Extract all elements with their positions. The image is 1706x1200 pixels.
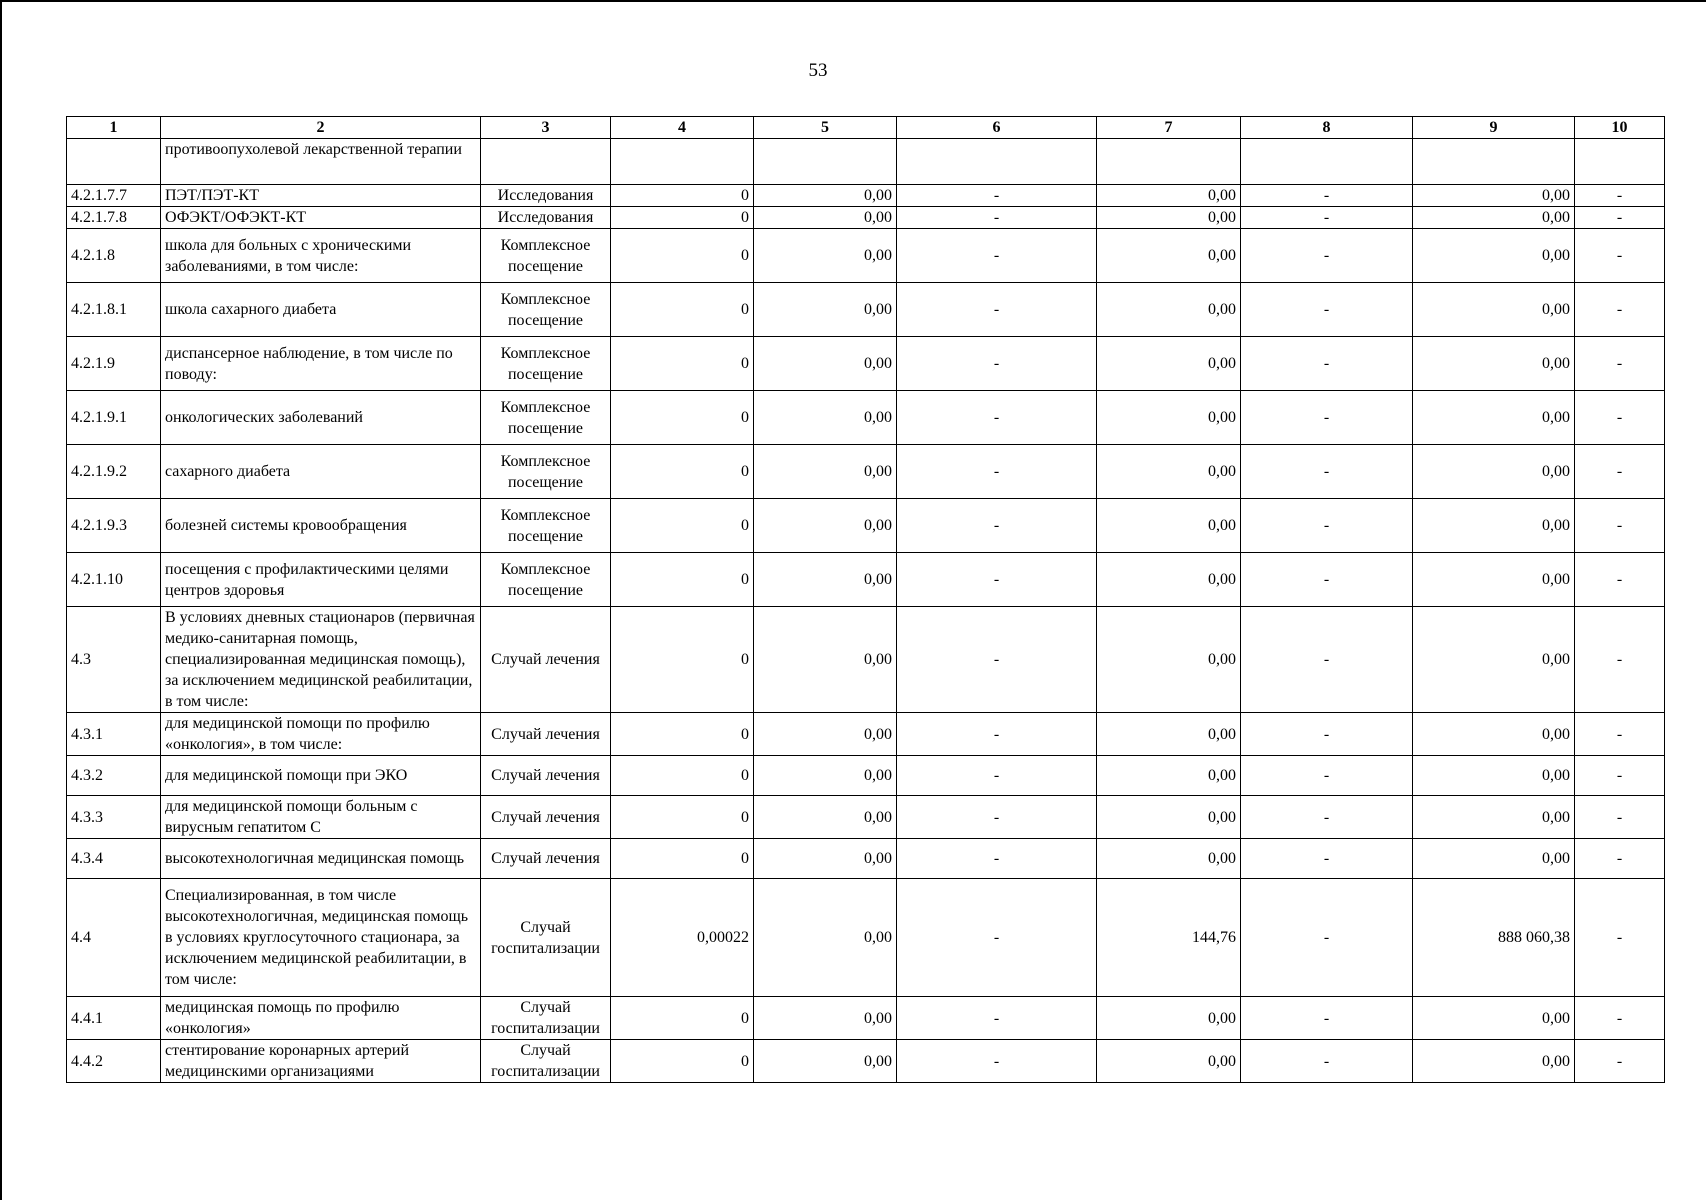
- row-name: онкологических заболеваний: [161, 391, 481, 445]
- cell-col-5: 0,00: [754, 229, 897, 283]
- row-unit: Комплексное посещение: [481, 553, 611, 607]
- cell-col-10: -: [1575, 445, 1665, 499]
- cell-col-6: -: [897, 756, 1097, 796]
- row-name: для медицинской помощи по профилю «онкология», в том числе:: [161, 713, 481, 756]
- cell-col-10: -: [1575, 839, 1665, 879]
- row-unit: Комплексное посещение: [481, 229, 611, 283]
- cell-col-6: -: [897, 391, 1097, 445]
- cell-col-8: -: [1241, 713, 1413, 756]
- table-row: [67, 207, 1665, 229]
- cell-col-6: -: [897, 879, 1097, 997]
- cell-col-4: 0: [611, 499, 754, 553]
- cell-col-9: 0,00: [1413, 713, 1575, 756]
- cell-col-10: -: [1575, 796, 1665, 839]
- cell-col-9: 0,00: [1413, 607, 1575, 713]
- row-code: 4.2.1.9.3: [67, 499, 161, 553]
- cell-col-7: 0,00: [1097, 229, 1241, 283]
- table-row: [67, 1040, 1665, 1083]
- column-header-10: 10: [1575, 117, 1665, 139]
- row-unit: Комплексное посещение: [481, 283, 611, 337]
- cell-col-5: 0,00: [754, 879, 897, 997]
- cell-col-9: 0,00: [1413, 283, 1575, 337]
- cell-col-6: -: [897, 445, 1097, 499]
- cell-col-7: 0,00: [1097, 1040, 1241, 1083]
- cell-col-7: 0,00: [1097, 207, 1241, 229]
- row-code: 4.2.1.8.1: [67, 283, 161, 337]
- row-unit: Случай лечения: [481, 839, 611, 879]
- table-row: [67, 283, 1665, 337]
- cell-col-4: 0: [611, 796, 754, 839]
- row-name: высокотехнологичная медицинская помощь: [161, 839, 481, 879]
- row-unit: Комплексное посещение: [481, 445, 611, 499]
- cell-col-4: 0: [611, 713, 754, 756]
- cell-col-9: 0,00: [1413, 997, 1575, 1040]
- cell-col-9: 0,00: [1413, 229, 1575, 283]
- cell-col-4: 0: [611, 207, 754, 229]
- cell-col-8: -: [1241, 445, 1413, 499]
- row-code: 4.4.1: [67, 997, 161, 1040]
- cell-col-4: [611, 139, 754, 185]
- cell-col-6: -: [897, 997, 1097, 1040]
- cell-col-8: -: [1241, 997, 1413, 1040]
- row-code: 4.2.1.7.7: [67, 185, 161, 207]
- cell-col-6: -: [897, 337, 1097, 391]
- cell-col-7: [1097, 139, 1241, 185]
- cell-col-10: -: [1575, 229, 1665, 283]
- table-row: [67, 229, 1665, 283]
- row-unit: [481, 139, 611, 185]
- cell-col-10: [1575, 139, 1665, 185]
- cell-col-8: -: [1241, 756, 1413, 796]
- cell-col-7: 0,00: [1097, 337, 1241, 391]
- cell-col-7: 0,00: [1097, 796, 1241, 839]
- cell-col-7: 0,00: [1097, 713, 1241, 756]
- cell-col-10: -: [1575, 607, 1665, 713]
- column-header-9: 9: [1413, 117, 1575, 139]
- cell-col-7: 0,00: [1097, 283, 1241, 337]
- cell-col-7: 0,00: [1097, 499, 1241, 553]
- row-code: 4.2.1.9.1: [67, 391, 161, 445]
- cell-col-9: 0,00: [1413, 839, 1575, 879]
- cell-col-10: -: [1575, 185, 1665, 207]
- row-code: 4.3.1: [67, 713, 161, 756]
- row-name: для медицинской помощи при ЭКО: [161, 756, 481, 796]
- row-unit: Случай госпитализации: [481, 879, 611, 997]
- row-code: 4.4: [67, 879, 161, 997]
- row-unit: Случай госпитализации: [481, 1040, 611, 1083]
- cell-col-9: 0,00: [1413, 499, 1575, 553]
- table-row: [67, 139, 1665, 185]
- cell-col-8: -: [1241, 207, 1413, 229]
- cell-col-5: 0,00: [754, 796, 897, 839]
- cell-col-7: 0,00: [1097, 756, 1241, 796]
- cell-col-6: -: [897, 229, 1097, 283]
- row-unit: Исследования: [481, 185, 611, 207]
- cell-col-9: 0,00: [1413, 337, 1575, 391]
- cell-col-4: 0: [611, 1040, 754, 1083]
- row-unit: Случай лечения: [481, 796, 611, 839]
- cell-col-6: -: [897, 499, 1097, 553]
- cell-col-5: 0,00: [754, 1040, 897, 1083]
- cell-col-7: 0,00: [1097, 607, 1241, 713]
- page-number: 53: [808, 60, 828, 81]
- cell-col-10: -: [1575, 283, 1665, 337]
- column-header-4: 4: [611, 117, 754, 139]
- row-name: медицинская помощь по профилю «онкология»: [161, 997, 481, 1040]
- cell-col-7: 0,00: [1097, 185, 1241, 207]
- cell-col-8: -: [1241, 283, 1413, 337]
- scan-edge-top: [0, 0, 1706, 2]
- row-name: противоопухолевой лекарственной терапии: [161, 139, 481, 185]
- table-body: [67, 139, 1665, 1083]
- cell-col-5: 0,00: [754, 499, 897, 553]
- row-name: ПЭТ/ПЭТ-КТ: [161, 185, 481, 207]
- table-row: [67, 337, 1665, 391]
- cell-col-5: 0,00: [754, 445, 897, 499]
- cell-col-6: -: [897, 553, 1097, 607]
- cell-col-10: -: [1575, 553, 1665, 607]
- cell-col-6: -: [897, 796, 1097, 839]
- column-header-5: 5: [754, 117, 897, 139]
- cell-col-6: -: [897, 839, 1097, 879]
- row-code: 4.3.4: [67, 839, 161, 879]
- cell-col-10: -: [1575, 713, 1665, 756]
- table-row: [67, 553, 1665, 607]
- cell-col-10: -: [1575, 756, 1665, 796]
- row-name: Специализированная, в том числе высокотехнологичная, медицинская помощь в условиях круглосуточного стационара, за исключением медицинской реабилитации, в том числе:: [161, 879, 481, 997]
- row-code: 4.4.2: [67, 1040, 161, 1083]
- table-row: [67, 997, 1665, 1040]
- row-code: 4.3.3: [67, 796, 161, 839]
- scan-edge-left: [0, 0, 2, 1200]
- data-table: [66, 116, 1665, 1083]
- cell-col-9: 0,00: [1413, 796, 1575, 839]
- cell-col-4: 0: [611, 607, 754, 713]
- cell-col-8: -: [1241, 391, 1413, 445]
- cell-col-10: -: [1575, 997, 1665, 1040]
- row-code: [67, 139, 161, 185]
- cell-col-4: 0: [611, 283, 754, 337]
- cell-col-10: -: [1575, 337, 1665, 391]
- cell-col-6: -: [897, 607, 1097, 713]
- cell-col-10: -: [1575, 1040, 1665, 1083]
- cell-col-7: 0,00: [1097, 445, 1241, 499]
- table-row: [67, 756, 1665, 796]
- cell-col-6: -: [897, 283, 1097, 337]
- cell-col-10: -: [1575, 207, 1665, 229]
- cell-col-9: 888 060,38: [1413, 879, 1575, 997]
- cell-col-10: -: [1575, 879, 1665, 997]
- column-header-3: 3: [481, 117, 611, 139]
- row-name: ОФЭКТ/ОФЭКТ-КТ: [161, 207, 481, 229]
- cell-col-7: 0,00: [1097, 391, 1241, 445]
- row-name: школа для больных с хроническими заболеваниями, в том числе:: [161, 229, 481, 283]
- column-header-7: 7: [1097, 117, 1241, 139]
- table-row: [67, 879, 1665, 997]
- cell-col-7: 0,00: [1097, 839, 1241, 879]
- cell-col-6: -: [897, 185, 1097, 207]
- cell-col-9: 0,00: [1413, 185, 1575, 207]
- cell-col-5: 0,00: [754, 185, 897, 207]
- cell-col-7: 0,00: [1097, 997, 1241, 1040]
- cell-col-9: 0,00: [1413, 1040, 1575, 1083]
- cell-col-8: -: [1241, 337, 1413, 391]
- cell-col-5: 0,00: [754, 283, 897, 337]
- row-unit: Случай лечения: [481, 756, 611, 796]
- cell-col-8: -: [1241, 1040, 1413, 1083]
- cell-col-4: 0: [611, 997, 754, 1040]
- row-code: 4.3.2: [67, 756, 161, 796]
- row-code: 4.2.1.7.8: [67, 207, 161, 229]
- row-code: 4.2.1.10: [67, 553, 161, 607]
- row-unit: Комплексное посещение: [481, 391, 611, 445]
- table-header-row: [67, 117, 1665, 139]
- cell-col-8: -: [1241, 839, 1413, 879]
- row-name: посещения с профилактическими целями центров здоровья: [161, 553, 481, 607]
- cell-col-10: -: [1575, 391, 1665, 445]
- column-header-8: 8: [1241, 117, 1413, 139]
- row-code: 4.2.1.8: [67, 229, 161, 283]
- cell-col-10: -: [1575, 499, 1665, 553]
- cell-col-5: 0,00: [754, 391, 897, 445]
- row-code: 4.2.1.9: [67, 337, 161, 391]
- cell-col-5: 0,00: [754, 997, 897, 1040]
- table-row: [67, 499, 1665, 553]
- table-row: [67, 391, 1665, 445]
- column-header-6: 6: [897, 117, 1097, 139]
- cell-col-5: 0,00: [754, 713, 897, 756]
- cell-col-8: -: [1241, 499, 1413, 553]
- cell-col-8: -: [1241, 879, 1413, 997]
- cell-col-9: 0,00: [1413, 553, 1575, 607]
- row-name: диспансерное наблюдение, в том числе по поводу:: [161, 337, 481, 391]
- cell-col-6: -: [897, 1040, 1097, 1083]
- cell-col-9: 0,00: [1413, 756, 1575, 796]
- table-row: [67, 185, 1665, 207]
- row-name: сахарного диабета: [161, 445, 481, 499]
- cell-col-7: 0,00: [1097, 553, 1241, 607]
- cell-col-4: 0: [611, 337, 754, 391]
- table-row: [67, 713, 1665, 756]
- cell-col-5: [754, 139, 897, 185]
- cell-col-8: -: [1241, 796, 1413, 839]
- column-header-2: 2: [161, 117, 481, 139]
- cell-col-8: -: [1241, 553, 1413, 607]
- cell-col-5: 0,00: [754, 756, 897, 796]
- row-name: для медицинской помощи больным с вирусным гепатитом С: [161, 796, 481, 839]
- table-row: [67, 796, 1665, 839]
- table-row: [67, 607, 1665, 713]
- table-row: [67, 839, 1665, 879]
- cell-col-6: -: [897, 207, 1097, 229]
- cell-col-5: 0,00: [754, 207, 897, 229]
- cell-col-8: -: [1241, 229, 1413, 283]
- row-unit: Комплексное посещение: [481, 337, 611, 391]
- cell-col-4: 0: [611, 229, 754, 283]
- cell-col-9: 0,00: [1413, 207, 1575, 229]
- cell-col-9: [1413, 139, 1575, 185]
- cell-col-4: 0,00022: [611, 879, 754, 997]
- row-name: болезней системы кровообращения: [161, 499, 481, 553]
- row-code: 4.2.1.9.2: [67, 445, 161, 499]
- cell-col-4: 0: [611, 553, 754, 607]
- row-code: 4.3: [67, 607, 161, 713]
- cell-col-9: 0,00: [1413, 445, 1575, 499]
- row-name: стентирование коронарных артерий медицинскими организациями: [161, 1040, 481, 1083]
- cell-col-8: -: [1241, 185, 1413, 207]
- cell-col-8: -: [1241, 607, 1413, 713]
- cell-col-6: -: [897, 713, 1097, 756]
- row-unit: Случай лечения: [481, 713, 611, 756]
- cell-col-4: 0: [611, 391, 754, 445]
- cell-col-5: 0,00: [754, 553, 897, 607]
- row-unit: Случай госпитализации: [481, 997, 611, 1040]
- cell-col-9: 0,00: [1413, 391, 1575, 445]
- row-name: В условиях дневных стационаров (первичная медико-санитарная помощь, специализированная медицинская помощь), за исключением медицинской реабилитации, в том числе:: [161, 607, 481, 713]
- cell-col-4: 0: [611, 185, 754, 207]
- cell-col-7: 144,76: [1097, 879, 1241, 997]
- cell-col-4: 0: [611, 839, 754, 879]
- row-unit: Исследования: [481, 207, 611, 229]
- cell-col-6: [897, 139, 1097, 185]
- table-row: [67, 445, 1665, 499]
- cell-col-5: 0,00: [754, 337, 897, 391]
- cell-col-8: [1241, 139, 1413, 185]
- cell-col-5: 0,00: [754, 607, 897, 713]
- row-unit: Комплексное посещение: [481, 499, 611, 553]
- cell-col-4: 0: [611, 445, 754, 499]
- column-header-1: 1: [67, 117, 161, 139]
- cell-col-4: 0: [611, 756, 754, 796]
- cell-col-5: 0,00: [754, 839, 897, 879]
- row-name: школа сахарного диабета: [161, 283, 481, 337]
- row-unit: Случай лечения: [481, 607, 611, 713]
